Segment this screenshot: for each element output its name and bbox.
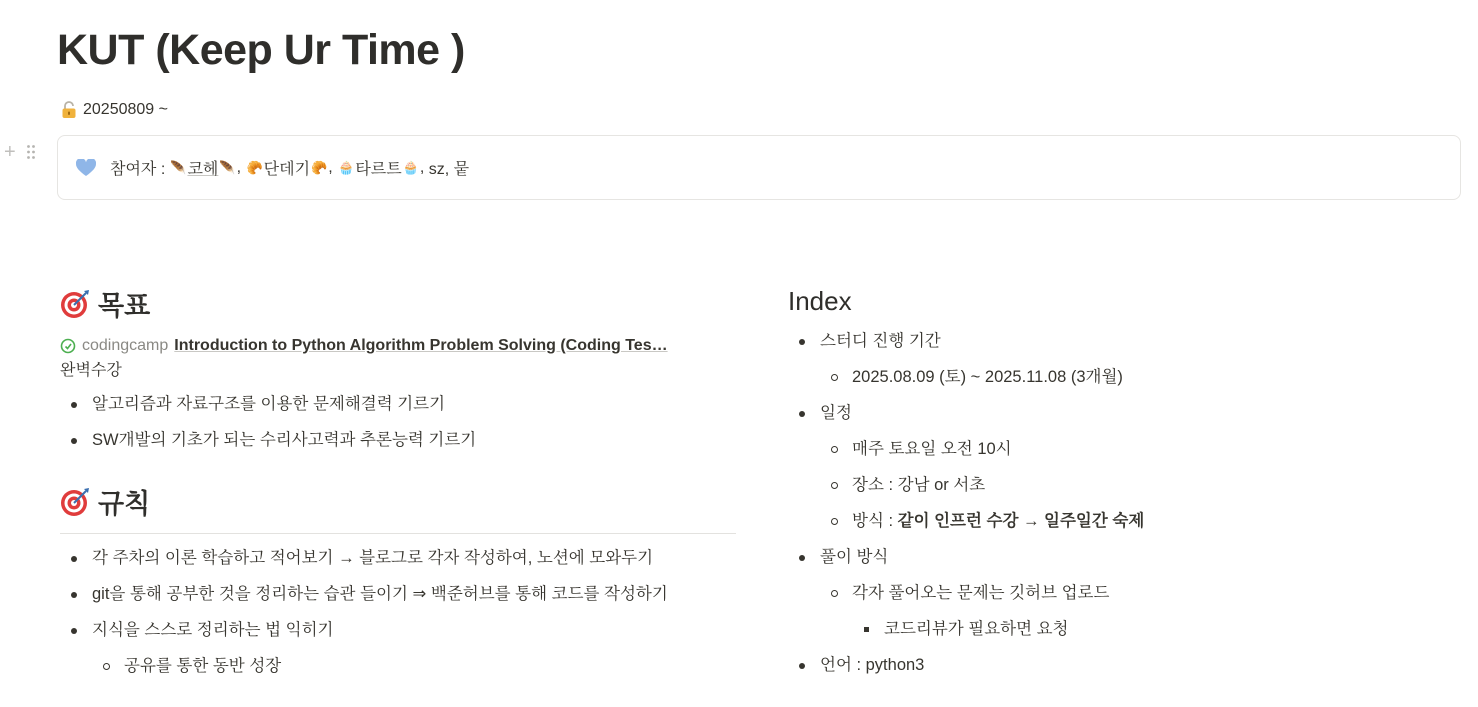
participants-callout[interactable]: [57, 135, 1461, 200]
cupcake-emoji: 🧁: [402, 159, 419, 175]
add-block-icon[interactable]: +: [4, 141, 16, 163]
link-title[interactable]: Introduction to Python Algorithm Problem Solving (Coding Tes…: [174, 337, 668, 354]
list-item: 언어 : python3: [788, 653, 1448, 677]
separator: ,: [328, 158, 333, 176]
target-icon: [60, 487, 90, 517]
list-item: 각 주차의 이론 학습하고 적어보기 → 블로그로 각자 작성하여, 노션에 모와두기: [60, 546, 736, 570]
sub-list: [820, 581, 1448, 641]
heart-icon: [76, 159, 96, 177]
divider: [60, 533, 736, 534]
sub-sub-list-item: 코드리뷰가 필요하면 요청: [852, 617, 1448, 641]
sub-list-item: 장소 : 강남 or 서초: [820, 473, 1448, 497]
lock-icon: [61, 101, 77, 119]
goal-heading-text: 목표: [98, 291, 151, 321]
sub-list: [820, 365, 1448, 389]
list-item: [788, 401, 1448, 533]
sub-list-item-text: 각자 풀어오는 문제는 깃허브 업로드: [852, 584, 1110, 602]
index-list: [788, 329, 1448, 677]
period-property: [61, 101, 168, 119]
participant-name[interactable]: 코헤: [187, 161, 219, 178]
list-item: SW개발의 기초가 되는 수리사고력과 추론능력 기르기: [60, 428, 736, 452]
sub-list-item: 공유를 통한 동반 성장: [92, 654, 736, 678]
croissant-emoji: 🥐: [311, 159, 328, 175]
link-source: codingcamp: [82, 337, 169, 354]
course-link[interactable]: [60, 337, 736, 355]
participant-mention[interactable]: [337, 156, 429, 179]
sub-list-item: [820, 581, 1448, 641]
separator: ,: [236, 158, 242, 176]
period-text: 20250809 ~: [83, 101, 168, 118]
feather-emoji: 🪶: [170, 159, 187, 175]
sub-list-item: 2025.08.09 (토) ~ 2025.11.08 (3개월): [820, 365, 1448, 389]
separator: ,: [419, 158, 425, 176]
method-label: 방식 :: [852, 512, 898, 530]
sub-list-item: 매주 토요일 오전 10시: [820, 437, 1448, 461]
list-item: [788, 329, 1448, 389]
croissant-emoji: 🥐: [246, 159, 263, 175]
rules-heading[interactable]: [60, 482, 736, 521]
sub-list: [820, 437, 1448, 533]
rules-heading-text: 규칙: [98, 489, 151, 519]
sub-sub-list: [852, 617, 1448, 641]
index-heading[interactable]: Index: [788, 286, 852, 316]
cupcake-emoji: 🧁: [338, 159, 355, 175]
participant-name: 단데기: [263, 161, 311, 178]
participant-mention[interactable]: [245, 156, 337, 179]
participant-name: 타르트: [355, 161, 402, 178]
sub-list-item: [820, 509, 1448, 533]
block-handle[interactable]: [4, 142, 36, 162]
list-item-text: 풀이 방식: [820, 548, 889, 566]
codingcamp-icon: [60, 338, 76, 354]
page-title[interactable]: KUT (Keep Ur Time ): [57, 26, 465, 74]
list-item: [788, 545, 1448, 641]
list-item: [60, 618, 736, 678]
list-item: git을 통해 공부한 것을 정리하는 습관 들이기 ⇒ 백준허브를 통해 코드를 작성하기: [60, 582, 736, 606]
goal-heading[interactable]: [60, 284, 736, 323]
participant-mention[interactable]: [169, 156, 245, 179]
left-column: [60, 284, 736, 678]
list-item: 알고리즘과 자료구조를 이용한 문제해결력 기르기: [60, 392, 736, 416]
list-item-text: 지식을 스스로 정리하는 법 익히기: [92, 621, 334, 639]
method-value: 같이 인프런 수강 → 일주일간 숙제: [897, 512, 1145, 530]
target-icon: [60, 289, 90, 319]
rules-list: [60, 546, 736, 678]
participants-label: 참여자 :: [110, 161, 166, 178]
goal-list: [60, 392, 736, 452]
sub-list: [92, 654, 736, 678]
list-item-text: 일정: [820, 404, 852, 422]
participants-tail: sz, 뭍: [428, 161, 470, 178]
drag-handle-icon[interactable]: [26, 144, 36, 160]
feather-emoji: 🪶: [219, 159, 236, 175]
right-column: [788, 286, 1448, 677]
list-item-text: 스터디 진행 기간: [820, 332, 941, 350]
goal-after-link: 완벽수강: [60, 362, 122, 379]
